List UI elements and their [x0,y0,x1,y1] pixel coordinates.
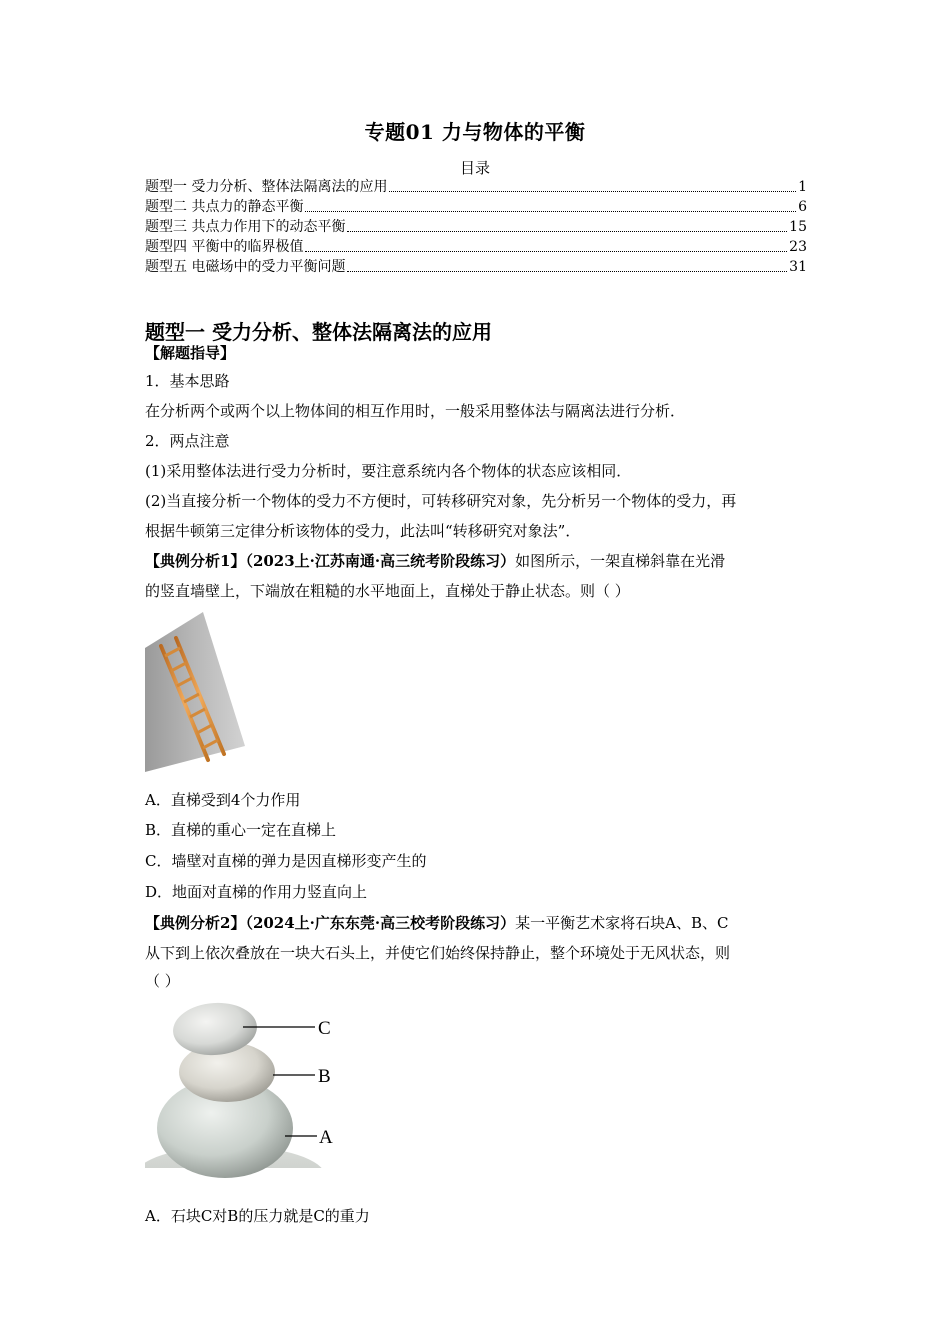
toc-entry-label: 题型三 共点力作用下的动态平衡 [145,219,346,235]
stacked-stones-figure [145,998,355,1186]
option-b[interactable]: B．直梯的重心一定在直梯上 [145,821,337,839]
toc-leader-dots [389,190,796,192]
toc-leader-dots [305,250,787,252]
option-c[interactable]: C．墙壁对直梯的弹力是因直梯形变产生的 [145,852,427,870]
toc-entry-page: 15 [789,219,807,235]
toc-entry-page: 23 [789,239,807,255]
toc-entry[interactable] [145,217,807,237]
example-1-label: 【典例分析1】（2023上·江苏南通·高三统考阶段练习） [145,552,516,570]
example-2-text: 某一平衡艺术家将石块A、B、C [515,914,729,932]
stone-label-c: C [318,1018,331,1039]
stone-label-b: B [318,1066,331,1087]
example-2-question [145,912,807,934]
toc-entry-label: 题型四 平衡中的临界极值 [145,239,304,255]
toc-entry-page: 31 [789,259,807,275]
option-a[interactable]: A．直梯受到4个力作用 [145,791,301,809]
paragraph: 根据牛顿第三定律分析该物体的受力，此法叫“转移研究对象法”． [145,522,581,540]
toc-leader-dots [347,230,787,232]
example-2-answer-bracket: （ ） [145,972,180,990]
example-1-question-cont: 的竖直墙壁上，下端放在粗糙的水平地面上，直梯处于静止状态。则（ ） [145,582,630,600]
paragraph: 在分析两个或两个以上物体间的相互作用时，一般采用整体法与隔离法进行分析． [145,402,686,420]
guide-label: 【解题指导】 [145,344,236,362]
toc-entry[interactable] [145,257,807,277]
toc-entry-page: 1 [798,179,807,195]
option-d[interactable]: D．地面对直梯的作用力竖直向上 [145,883,368,901]
toc-entry-page: 6 [798,199,807,215]
toc-entry-label: 题型二 共点力的静态平衡 [145,199,304,215]
paragraph: 1．基本思路 [145,372,230,390]
toc-entry-label: 题型一 受力分析、整体法隔离法的应用 [145,179,388,195]
paragraph: 2．两点注意 [145,432,230,450]
toc-entry-label: 题型五 电磁场中的受力平衡问题 [145,259,346,275]
toc-entry[interactable] [145,197,807,217]
section-heading: 题型一 受力分析、整体法隔离法的应用 [145,320,492,344]
paragraph: (2)当直接分析一个物体的受力不方便时，可转移研究对象，先分析另一个物体的受力，再 [145,492,737,510]
document-title: 专题01 力与物体的平衡 [364,120,586,144]
example-1-text: 如图所示，一架直梯斜靠在光滑 [515,552,726,570]
paragraph: (1)采用整体法进行受力分析时，要注意系统内各个物体的状态应该相同． [145,462,632,480]
example-2-option-a[interactable]: A．石块C对B的压力就是C的重力 [145,1207,370,1225]
stone-label-a: A [319,1127,333,1148]
toc-leader-dots [305,210,796,212]
toc-title: 目录 [459,159,490,177]
ladder-wall-figure [145,612,245,774]
example-1-question [145,550,807,572]
table-of-contents [145,177,807,277]
toc-entry[interactable] [145,177,807,197]
toc-entry[interactable] [145,237,807,257]
toc-leader-dots [347,270,787,272]
example-2-label: 【典例分析2】（2024上·广东东莞·高三校考阶段练习） [145,914,516,932]
example-2-question-cont: 从下到上依次叠放在一块大石头上，并使它们始终保持静止，整个环境处于无风状态，则 [145,944,731,962]
